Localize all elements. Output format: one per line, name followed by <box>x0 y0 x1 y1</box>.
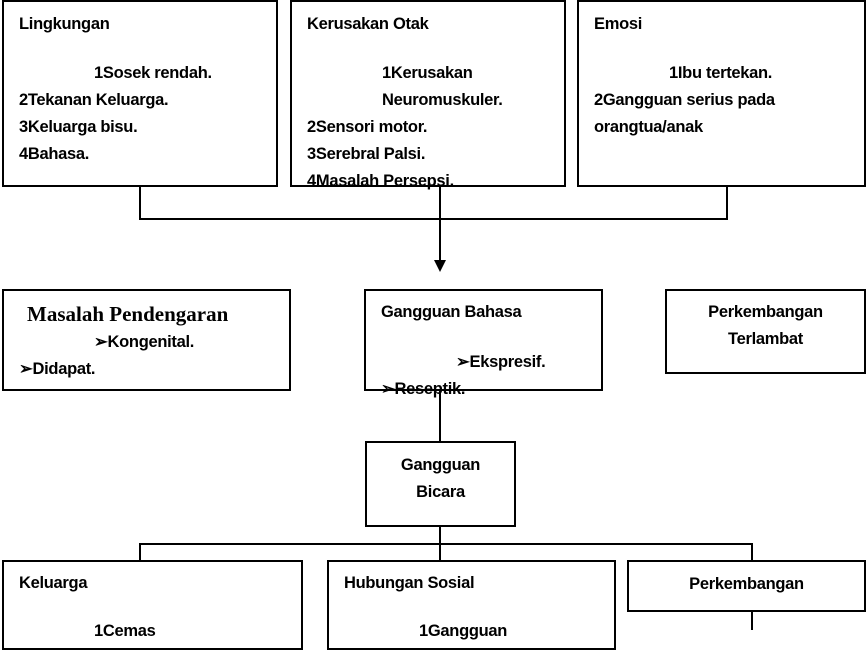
box-title-line1: Perkembangan <box>708 303 823 321</box>
list-item: 2Sensori motor. <box>307 118 428 136</box>
box-title: Masalah Pendengaran <box>27 302 229 326</box>
list-item <box>456 349 545 376</box>
box-title: Perkembangan <box>689 575 804 593</box>
connector <box>439 186 441 262</box>
list-item-text: Kongenital. <box>107 333 195 351</box>
list-item: 1Sosek rendah. <box>94 64 212 82</box>
list-item: Neuromuskuler. <box>382 91 503 109</box>
box-title: Hubungan Sosial <box>344 574 475 592</box>
box-title: Gangguan Bahasa <box>381 303 522 321</box>
list-item-text: Reseptik. <box>394 380 466 398</box>
list-item: 1Gangguan <box>419 622 508 640</box>
list-item: 1Cemas <box>94 622 156 640</box>
box-gangguan-bicara <box>365 441 516 527</box>
list-item: 1Kerusakan <box>382 64 473 82</box>
box-title: Keluarga <box>19 574 88 592</box>
list-item: 3Serebral Palsi. <box>307 145 426 163</box>
connector <box>751 543 753 561</box>
box-title-line2: Bicara <box>416 483 465 501</box>
box-gangguan-bahasa <box>364 289 603 398</box>
list-item: 2Tekanan Keluarga. <box>19 91 169 109</box>
list-item: 1Ibu tertekan. <box>669 64 773 82</box>
box-lingkungan <box>2 0 278 187</box>
box-perkembangan-terlambat <box>665 289 866 374</box>
list-item: orangtua/anak <box>594 118 703 136</box>
connector <box>139 543 753 545</box>
list-item <box>94 329 194 356</box>
arrow-bullet-icon: ➢ <box>456 353 470 371</box>
list-item-text: Didapat. <box>32 360 96 378</box>
connector <box>726 186 728 220</box>
connector <box>139 218 728 220</box>
box-emosi <box>577 0 866 187</box>
box-title: Emosi <box>594 15 643 33</box>
box-masalah-pendengaran <box>2 289 291 391</box>
arrow-bullet-icon: ➢ <box>381 380 395 398</box>
connector <box>751 610 753 630</box>
arrow-bullet-icon: ➢ <box>94 333 108 351</box>
arrow-bullet-icon: ➢ <box>19 360 33 378</box>
box-title: Lingkungan <box>19 15 110 33</box>
box-title-line1: Gangguan <box>400 456 481 474</box>
list-item: 3Keluarga bisu. <box>19 118 138 136</box>
list-item-text: Ekspresif. <box>469 353 546 371</box>
box-title: Kerusakan Otak <box>307 15 429 33</box>
connector <box>139 543 141 561</box>
box-keluarga <box>2 560 303 650</box>
box-kerusakan-otak <box>290 0 566 190</box>
box-perkembangan <box>627 560 866 612</box>
list-item: 4Bahasa. <box>19 145 90 163</box>
connector <box>139 186 141 220</box>
list-item <box>19 356 95 383</box>
list-item <box>381 376 465 403</box>
list-item: 4Masalah Persepsi. <box>307 172 454 190</box>
list-item: 2Gangguan serius pada <box>594 91 775 109</box>
arrow-down-icon <box>434 260 446 272</box>
box-title-line2: Terlambat <box>728 330 803 348</box>
box-hubungan-sosial <box>327 560 616 650</box>
